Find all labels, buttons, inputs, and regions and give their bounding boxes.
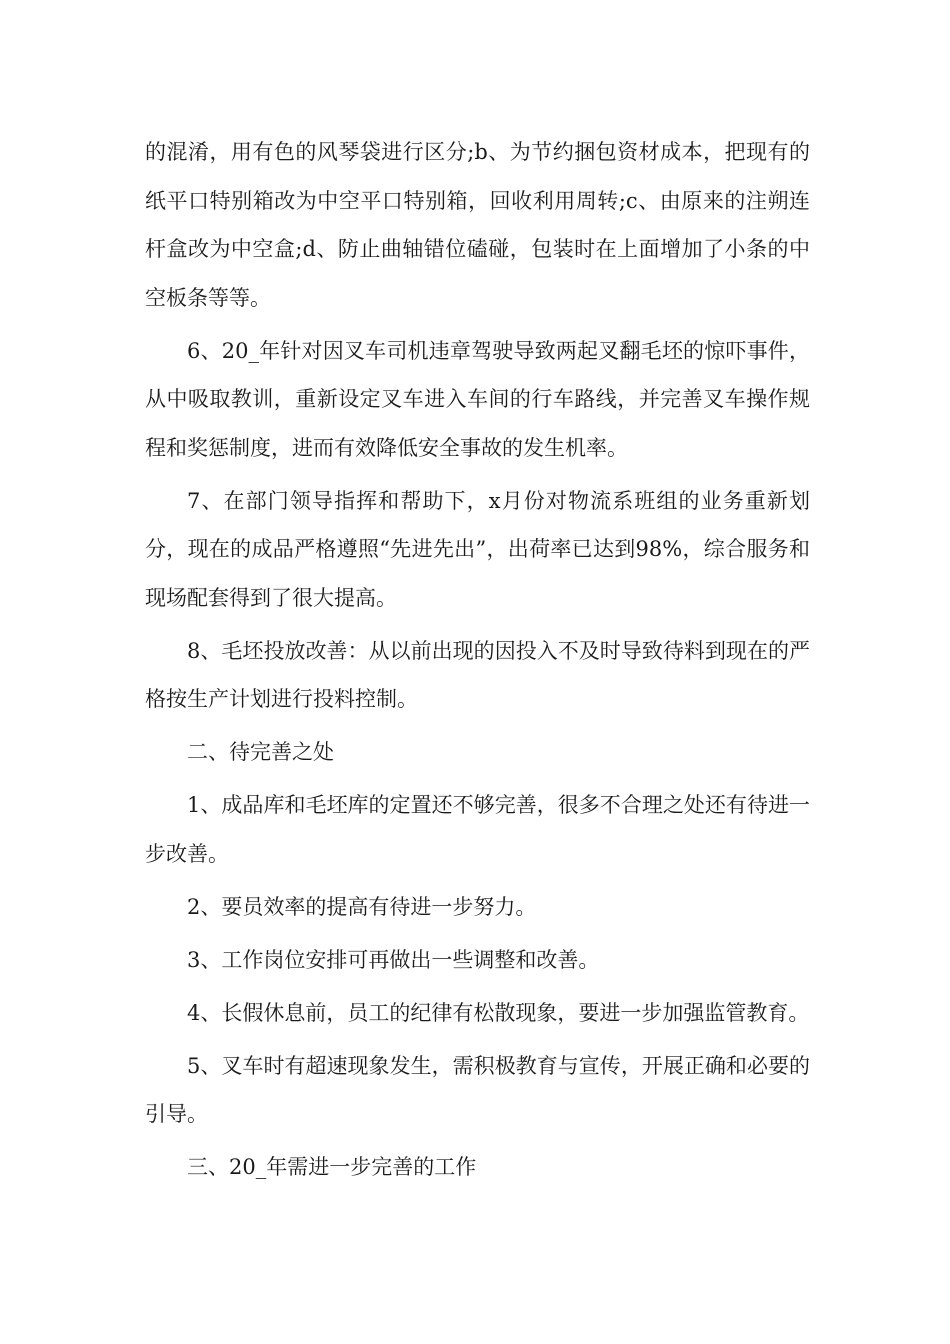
section-heading-2: 二、待完善之处: [187, 740, 334, 764]
paragraph-item-7: 7、在部门领导指挥和帮助下，x月份对物流系班组的业务重新划分，现在的成品严格遵照“先进先出”，出荷率已达到98%，综合服务和现场配套得到了很大提高。: [145, 488, 810, 610]
paragraph-todo-5: 5、叉车时有超速现象发生，需积极教育与宣传，开展正确和必要的引导。: [145, 1053, 810, 1126]
paragraph-item-8: 8、毛坯投放改善：从以前出现的因投入不及时导致待料到现在的严格按生产计划进行投料控制。: [145, 638, 810, 711]
document-body: [145, 128, 810, 1196]
paragraph-todo-4: 4、长假休息前，员工的纪律有松散现象，要进一步加强监管教育。: [187, 1000, 810, 1025]
paragraph-todo-3: 3、工作岗位安排可再做出一些调整和改善。: [187, 947, 600, 972]
paragraph-item-6: 6、20_年针对因叉车司机违章驾驶导致两起叉翻毛坯的惊吓事件，从中吸取教训，重新设定叉车进入车间的行车路线，并完善叉车操作规程和奖惩制度，进而有效降低安全事故的发生机率。: [145, 338, 810, 460]
paragraph-todo-2: 2、要员效率的提高有待进一步努力。: [187, 894, 537, 919]
paragraph-continuation: 的混淆，用有色的风琴袋进行区分;b、为节约捆包资材成本，把现有的纸平口特别箱改为中空平口特别箱，回收利用周转;c、由原来的注朔连杆盒改为中空盒;d、防止曲轴错位磕碰，包装时在上面增加了小条的中空板条等等。: [145, 140, 810, 310]
section-heading-3: 三、20_年需进一步完善的工作: [187, 1155, 477, 1179]
paragraph-todo-1: 1、成品库和毛坯库的定置还不够完善，很多不合理之处还有待进一步改善。: [145, 793, 810, 866]
